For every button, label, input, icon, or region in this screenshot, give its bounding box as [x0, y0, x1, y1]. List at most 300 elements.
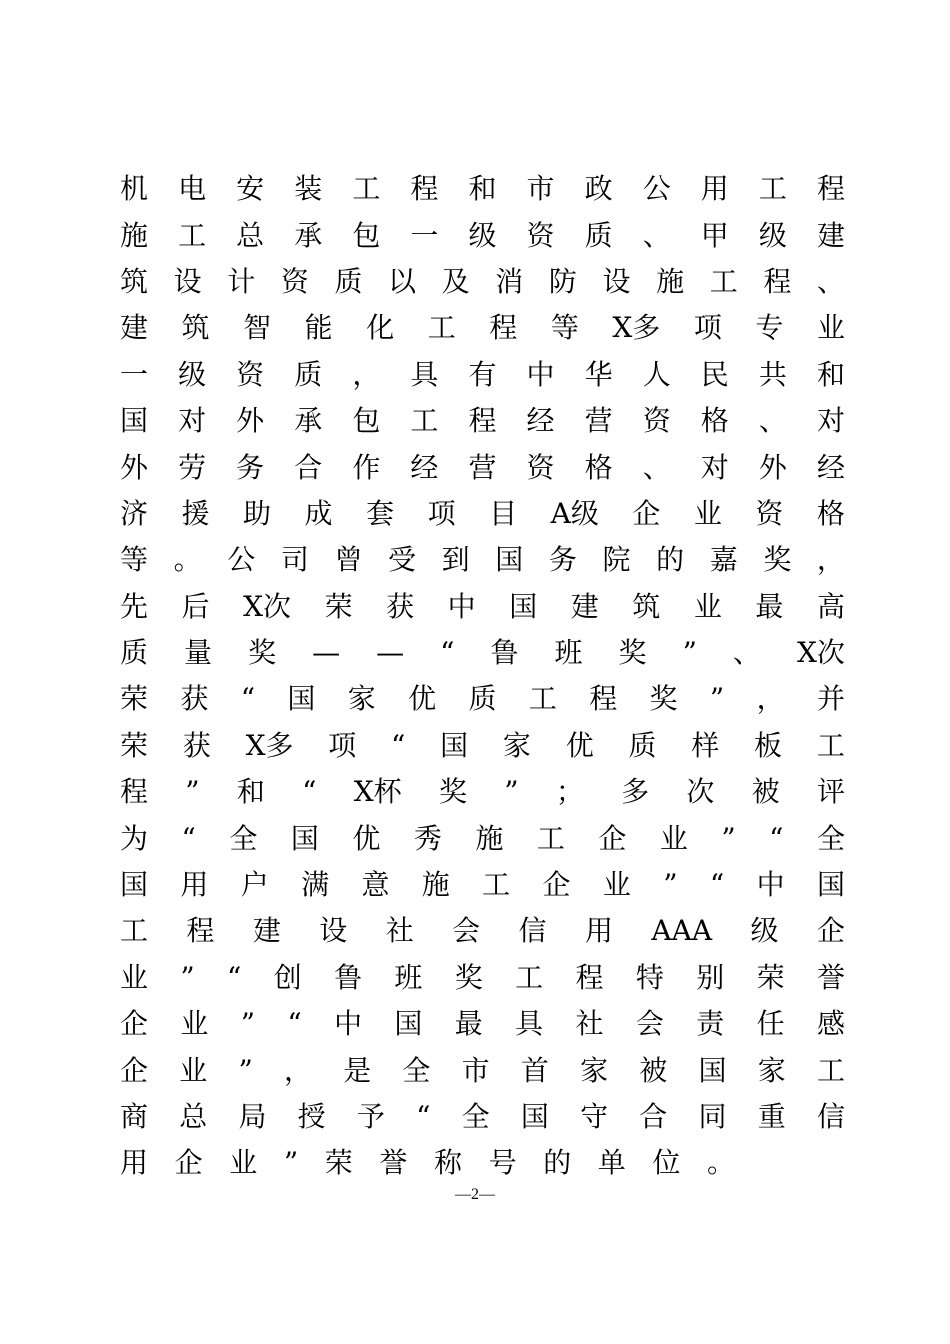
- text-char: 程: [763, 264, 792, 298]
- text-char: 建: [252, 914, 281, 948]
- text-char: 工: [709, 264, 738, 298]
- text-char: 工: [427, 311, 456, 345]
- text-char: 级: [468, 218, 497, 252]
- text-char: 甲: [700, 218, 729, 252]
- text-char: 用: [180, 868, 209, 902]
- text-char: 格: [584, 450, 613, 484]
- text-char: 中: [447, 589, 476, 623]
- text-char: 总: [179, 1100, 208, 1133]
- text-char: 电: [178, 172, 207, 206]
- text-line: [120, 676, 845, 722]
- text-line: [120, 723, 845, 769]
- text-char: 优: [565, 728, 594, 762]
- text-char: 守: [580, 1100, 609, 1133]
- text-char: 予: [356, 1100, 385, 1133]
- text-char: 获: [180, 682, 209, 716]
- text-char: 首: [520, 1053, 549, 1087]
- text-char: 全: [402, 1053, 431, 1087]
- text-line: [120, 630, 845, 676]
- text-char: ；: [555, 775, 584, 809]
- text-char: 筑: [632, 589, 661, 623]
- text-char: 建: [570, 589, 599, 623]
- text-char: 。: [173, 543, 202, 577]
- text-char: 全: [816, 821, 845, 855]
- text-char: 意: [361, 868, 390, 902]
- text-char: 国: [287, 682, 316, 716]
- text-char: 是: [343, 1053, 372, 1087]
- text-char: 工: [758, 172, 787, 206]
- text-char: 程: [120, 775, 149, 809]
- text-char: 外: [236, 404, 265, 438]
- text-char: 具: [410, 357, 439, 391]
- text-char: 国: [509, 589, 538, 623]
- text-char: 奖: [763, 543, 792, 577]
- text-char: 全: [229, 821, 258, 855]
- text-line: [120, 166, 845, 212]
- text-char: 经: [816, 450, 845, 484]
- text-char: 重: [757, 1100, 786, 1133]
- text-char: 机: [120, 172, 149, 206]
- text-char: “: [227, 960, 242, 994]
- text-char: 、: [732, 636, 761, 670]
- text-char: 等: [550, 311, 579, 345]
- text-char: 企: [120, 1053, 149, 1087]
- text-char: 质: [120, 636, 149, 670]
- text-char: 设: [173, 264, 202, 298]
- text-char: 次: [686, 775, 715, 809]
- text-char: 中: [756, 868, 785, 902]
- text-char: “: [240, 682, 256, 716]
- text-char: 级: [750, 914, 779, 948]
- text-char: 。: [707, 1146, 736, 1180]
- text-line: [120, 769, 845, 815]
- page-number: —2—: [455, 1186, 495, 1203]
- text-char: 先: [120, 589, 149, 623]
- text-char: 国: [290, 821, 319, 855]
- text-char: 外: [758, 450, 787, 484]
- text-char: 质: [584, 218, 613, 252]
- text-char: 项: [693, 311, 722, 345]
- text-char: 业: [659, 821, 688, 855]
- text-char: 施: [120, 218, 149, 252]
- text-char: 质: [334, 264, 363, 298]
- text-char: 企: [542, 868, 571, 902]
- text-char: 程: [589, 682, 618, 716]
- text-char: 国: [495, 543, 524, 577]
- text-char: 质: [628, 728, 657, 762]
- text-char: 工: [352, 172, 381, 206]
- text-char: 专: [755, 311, 784, 345]
- text-char: 最: [755, 589, 784, 623]
- text-char: 及: [441, 264, 470, 298]
- text-char: 济: [120, 496, 149, 530]
- text-char: 家: [580, 1053, 609, 1087]
- text-char: 一: [410, 218, 439, 252]
- text-char: “: [302, 775, 317, 809]
- text-char: 同: [698, 1100, 727, 1133]
- text-char: 的: [543, 1146, 572, 1180]
- text-char: 责: [696, 1007, 725, 1041]
- text-char: “: [391, 728, 406, 762]
- text-char: 荣: [324, 589, 353, 623]
- text-char: 、: [642, 450, 671, 484]
- text-char: 有: [468, 357, 497, 391]
- text-char: X杯: [353, 775, 402, 809]
- text-char: 特: [635, 960, 664, 994]
- text-char: “: [440, 636, 455, 670]
- text-char: ，: [283, 1053, 312, 1087]
- text-char: 国: [816, 868, 845, 902]
- text-char: 信: [816, 1100, 845, 1133]
- text-char: 誉: [816, 960, 845, 994]
- text-char: ”: [240, 1007, 256, 1041]
- text-char: 合: [294, 450, 323, 484]
- text-char: 营: [584, 404, 613, 438]
- text-char: ”: [185, 775, 200, 809]
- text-char: 施: [421, 868, 450, 902]
- text-char: 施: [656, 264, 685, 298]
- text-line: [120, 1094, 845, 1140]
- text-char: 承: [294, 404, 323, 438]
- text-char: 户: [240, 868, 269, 902]
- text-char: 奖: [438, 775, 467, 809]
- text-char: X次: [243, 589, 292, 623]
- text-char: 工: [120, 914, 149, 948]
- text-char: 包: [352, 218, 381, 252]
- text-char: 设: [319, 914, 348, 948]
- text-char: 能: [304, 311, 333, 345]
- text-char: ”: [180, 960, 195, 994]
- text-char: 单: [597, 1146, 626, 1180]
- text-char: 的: [656, 543, 685, 577]
- text-char: 包: [352, 404, 381, 438]
- text-char: 资: [526, 450, 555, 484]
- text-char: 社: [575, 1007, 604, 1041]
- text-line: [120, 1140, 845, 1186]
- text-char: 被: [639, 1053, 668, 1087]
- text-char: 华: [584, 357, 613, 391]
- text-char: 用: [120, 1146, 149, 1180]
- text-char: 资: [280, 264, 309, 298]
- text-char: 资: [642, 404, 671, 438]
- text-char: 工: [528, 682, 557, 716]
- text-char: 位: [652, 1146, 681, 1180]
- text-char: 荣: [120, 682, 149, 716]
- text-char: 工: [482, 868, 511, 902]
- text-char: 司: [280, 543, 309, 577]
- text-char: 业: [602, 868, 631, 902]
- text-char: 获: [386, 589, 415, 623]
- text-char: 班: [394, 960, 423, 994]
- text-char: 鲁: [334, 960, 363, 994]
- text-char: 量: [184, 636, 213, 670]
- text-char: 受: [388, 543, 417, 577]
- text-char: ”: [709, 682, 725, 716]
- text-char: 格: [700, 404, 729, 438]
- text-char: 智: [243, 311, 272, 345]
- text-char: 秀: [413, 821, 442, 855]
- text-line: [120, 491, 845, 537]
- text-char: 人: [642, 357, 671, 391]
- text-char: 业: [180, 1007, 209, 1041]
- text-char: 班: [554, 636, 583, 670]
- text-char: 誉: [379, 1146, 408, 1180]
- text-char: 营: [468, 450, 497, 484]
- text-char: 一: [120, 357, 149, 391]
- text-char: 国: [394, 1007, 423, 1041]
- text-char: 被: [751, 775, 780, 809]
- text-char: ”: [721, 821, 736, 855]
- text-char: 防: [548, 264, 577, 298]
- text-char: 成: [304, 496, 333, 530]
- text-char: 程: [468, 404, 497, 438]
- text-char: 务: [548, 543, 577, 577]
- text-char: 业: [693, 589, 722, 623]
- text-char: 最: [454, 1007, 483, 1041]
- text-line: [120, 398, 845, 444]
- text-char: 筑: [120, 264, 149, 298]
- text-char: 市: [461, 1053, 490, 1087]
- text-char: 企: [816, 914, 845, 948]
- text-char: 奖: [618, 636, 647, 670]
- text-char: 、: [642, 218, 671, 252]
- text-char: 合: [639, 1100, 668, 1133]
- text-char: 荣: [120, 728, 149, 762]
- text-char: 公: [642, 172, 671, 206]
- text-char: 国: [520, 1100, 549, 1133]
- text-char: 社: [385, 914, 414, 948]
- text-char: 目: [489, 496, 518, 530]
- text-char: 工: [410, 404, 439, 438]
- text-char: 到: [441, 543, 470, 577]
- text-line: [120, 955, 845, 1001]
- text-char: 和: [468, 172, 497, 206]
- text-char: 、: [816, 264, 845, 298]
- text-char: 企: [174, 1146, 203, 1180]
- text-char: “: [709, 868, 725, 902]
- text-char: 嘉: [709, 543, 738, 577]
- text-char: 为: [120, 821, 149, 855]
- text-char: A级: [550, 496, 599, 530]
- text-char: 民: [700, 357, 729, 391]
- text-char: 程: [816, 172, 845, 206]
- text-char: 市: [526, 172, 555, 206]
- text-char: 号: [488, 1146, 517, 1180]
- text-char: 装: [294, 172, 323, 206]
- text-char: 国: [440, 728, 469, 762]
- text-char: “: [181, 821, 196, 855]
- text-char: 设: [602, 264, 631, 298]
- text-char: 总: [236, 218, 265, 252]
- text-char: 和: [816, 357, 845, 391]
- text-char: 用: [584, 914, 613, 948]
- text-char: 、: [758, 404, 787, 438]
- text-char: 信: [518, 914, 547, 948]
- text-char: 全: [461, 1100, 490, 1133]
- text-line: [120, 305, 845, 351]
- text-char: 安: [236, 172, 265, 206]
- text-char: 感: [816, 1007, 845, 1041]
- text-char: 承: [294, 218, 323, 252]
- text-char: 会: [452, 914, 481, 948]
- text-char: 程: [575, 960, 604, 994]
- text-char: 企: [120, 1007, 149, 1041]
- text-char: 局: [238, 1100, 267, 1133]
- text-char: 业: [120, 960, 149, 994]
- text-char: 用: [700, 172, 729, 206]
- text-char: 劳: [178, 450, 207, 484]
- text-char: 具: [515, 1007, 544, 1041]
- text-char: 会: [635, 1007, 664, 1041]
- text-char: 级: [758, 218, 787, 252]
- text-char: 业: [179, 1053, 208, 1087]
- text-char: 创: [273, 960, 302, 994]
- text-line: [120, 584, 845, 630]
- text-char: ，: [816, 543, 845, 577]
- text-char: “: [769, 821, 784, 855]
- text-char: 荣: [756, 960, 785, 994]
- text-line: [120, 212, 845, 258]
- text-char: 务: [236, 450, 265, 484]
- text-char: 企: [598, 821, 627, 855]
- text-char: 工: [816, 728, 845, 762]
- text-char: 化: [366, 311, 395, 345]
- text-char: 建: [120, 311, 149, 345]
- text-char: ”: [238, 1053, 253, 1087]
- text-char: 国: [120, 404, 149, 438]
- text-char: 计: [227, 264, 256, 298]
- text-char: 工: [816, 1053, 845, 1087]
- text-line: [120, 862, 845, 908]
- text-char: 施: [475, 821, 504, 855]
- text-char: 和: [236, 775, 265, 809]
- text-char: 院: [602, 543, 631, 577]
- text-char: 政: [584, 172, 613, 206]
- text-char: 奖: [454, 960, 483, 994]
- text-line: [120, 444, 845, 490]
- text-char: 评: [816, 775, 845, 809]
- text-char: 并: [816, 682, 845, 716]
- text-char: 外: [120, 450, 149, 484]
- text-char: 中: [334, 1007, 363, 1041]
- text-char: 建: [816, 218, 845, 252]
- text-char: 工: [515, 960, 544, 994]
- text-char: 业: [229, 1146, 258, 1180]
- text-char: ”: [663, 868, 678, 902]
- text-char: 作: [352, 450, 381, 484]
- text-char: ，: [756, 682, 785, 716]
- text-char: 家: [502, 728, 531, 762]
- text-char: 项: [427, 496, 456, 530]
- text-char: 经: [410, 450, 439, 484]
- text-char: 经: [526, 404, 555, 438]
- text-char: 质: [468, 682, 497, 716]
- text-char: 家: [347, 682, 376, 716]
- text-char: 业: [693, 496, 722, 530]
- text-char: 资: [526, 218, 555, 252]
- text-char: 板: [754, 728, 783, 762]
- text-char: 企: [632, 496, 661, 530]
- text-line: [120, 537, 845, 583]
- text-char: 工: [178, 218, 207, 252]
- text-char: 消: [495, 264, 524, 298]
- text-char: —: [312, 636, 341, 670]
- text-char: 业: [816, 311, 845, 345]
- text-char: 格: [816, 496, 845, 530]
- text-char: X多: [245, 728, 294, 762]
- text-char: 助: [243, 496, 272, 530]
- text-char: 奖: [649, 682, 678, 716]
- text-char: 资: [755, 496, 784, 530]
- text-char: 后: [181, 589, 210, 623]
- text-char: 援: [181, 496, 210, 530]
- text-char: 项: [328, 728, 357, 762]
- text-char: 奖: [248, 636, 277, 670]
- text-char: 家: [757, 1053, 786, 1087]
- text-char: 优: [352, 821, 381, 855]
- text-char: 鲁: [490, 636, 519, 670]
- text-char: 以: [388, 264, 417, 298]
- text-char: 样: [691, 728, 720, 762]
- text-char: 等: [120, 543, 149, 577]
- text-char: 获: [182, 728, 211, 762]
- text-char: AAA: [651, 914, 713, 948]
- text-char: 程: [410, 172, 439, 206]
- text-char: 级: [178, 357, 207, 391]
- text-char: 任: [756, 1007, 785, 1041]
- text-char: 国: [120, 868, 149, 902]
- text-char: 对: [178, 404, 207, 438]
- text-char: X多: [612, 311, 661, 345]
- text-char: 公: [227, 543, 256, 577]
- text-char: ”: [682, 636, 697, 670]
- text-char: 程: [186, 914, 215, 948]
- text-char: 别: [696, 960, 725, 994]
- text-char: 称: [433, 1146, 462, 1180]
- text-char: 中: [526, 357, 555, 391]
- text-line: [120, 1001, 845, 1047]
- text-char: 共: [758, 357, 787, 391]
- text-char: 满: [301, 868, 330, 902]
- body-paragraph: [120, 166, 845, 1187]
- text-char: 质: [294, 357, 323, 391]
- text-char: 授: [297, 1100, 326, 1133]
- text-char: 荣: [324, 1146, 353, 1180]
- text-char: 筑: [181, 311, 210, 345]
- text-char: 商: [120, 1100, 149, 1133]
- text-char: “: [287, 1007, 302, 1041]
- text-line: [120, 259, 845, 305]
- text-line: [120, 815, 845, 861]
- text-char: 对: [700, 450, 729, 484]
- text-char: 工: [536, 821, 565, 855]
- text-char: 高: [816, 589, 845, 623]
- text-char: 优: [408, 682, 437, 716]
- text-char: —: [376, 636, 405, 670]
- text-char: “: [416, 1100, 431, 1133]
- text-char: 对: [816, 404, 845, 438]
- text-char: 国: [698, 1053, 727, 1087]
- text-char: ”: [283, 1146, 299, 1180]
- text-char: ，: [352, 357, 381, 391]
- text-line: [120, 1047, 845, 1093]
- text-char: X次: [796, 636, 845, 670]
- text-char: 多: [621, 775, 650, 809]
- text-char: ”: [504, 775, 519, 809]
- text-char: 资: [236, 357, 265, 391]
- text-char: 曾: [334, 543, 363, 577]
- text-char: 套: [366, 496, 395, 530]
